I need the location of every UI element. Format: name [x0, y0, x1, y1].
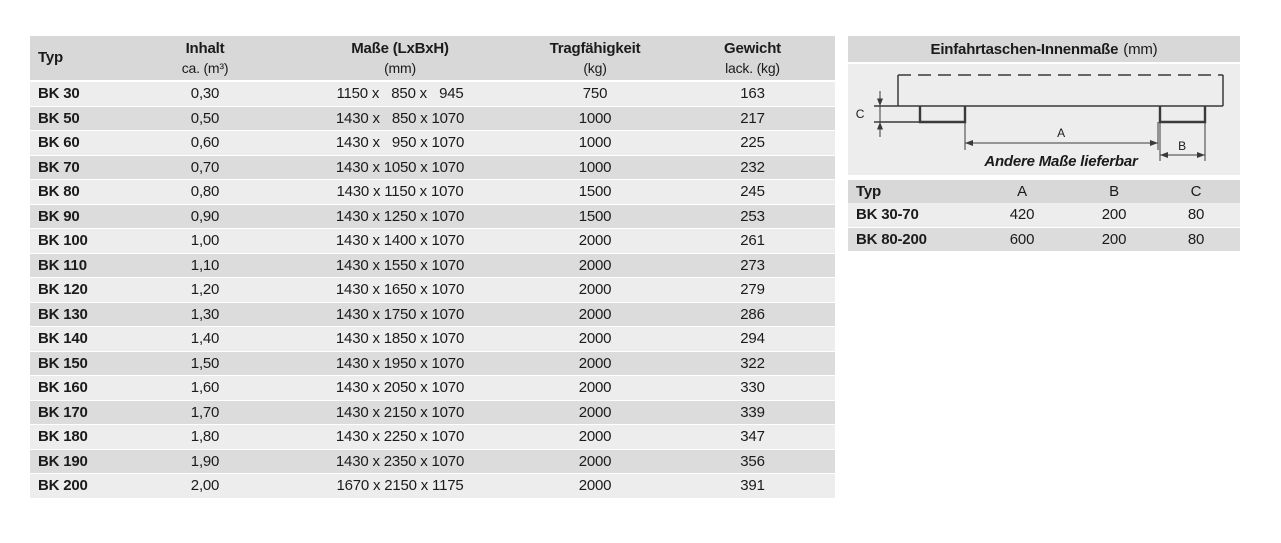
cell-inhalt: 1,80: [190, 428, 220, 446]
cell-typ: BK 140: [38, 330, 88, 348]
cell-inhalt: 0,80: [190, 183, 220, 201]
diagram-note: Andere Maße lieferbar: [984, 153, 1138, 170]
table-row: [30, 156, 835, 181]
cell-tragfaehigkeit: 2000: [578, 379, 612, 397]
cell-typ: BK 150: [38, 354, 88, 372]
header-typ-label: Typ: [38, 49, 63, 67]
pocket-panel-title-unit: (mm): [1123, 40, 1158, 58]
cell-typ: BK 120: [38, 281, 88, 299]
cell-tragfaehigkeit: 2000: [578, 477, 612, 495]
cell-c: 80: [1187, 206, 1205, 224]
pocket-header-b: B: [1109, 183, 1119, 200]
cell-typ: BK 60: [38, 134, 80, 152]
cell-typ: BK 70: [38, 158, 80, 176]
header-inhalt-label: Inhalt: [185, 40, 225, 58]
pocket-header-a: A: [1017, 183, 1027, 200]
cell-masse: 1430 x 1250 x 1070: [335, 207, 465, 225]
table-row: [30, 205, 835, 230]
cell-inhalt: 1,30: [190, 305, 220, 323]
header-inhalt: [130, 39, 280, 77]
cell-typ: BK 50: [38, 109, 80, 127]
cell-inhalt: 0,50: [190, 109, 220, 127]
pocket-panel-title-text: Einfahrtaschen-Innenmaße: [930, 40, 1119, 58]
cell-typ: BK 30-70: [856, 206, 919, 224]
cell-gewicht: 339: [740, 403, 765, 421]
cell-b: 200: [1101, 230, 1127, 248]
cell-inhalt: 1,40: [190, 330, 220, 348]
cell-gewicht: 347: [740, 428, 765, 446]
cell-gewicht: 253: [740, 207, 765, 225]
cell-masse: 1430 x 1850 x 1070: [335, 330, 465, 348]
cell-gewicht: 217: [740, 109, 765, 127]
dim-label-a: A: [1057, 126, 1065, 140]
cell-masse: 1430 x 1650 x 1070: [335, 281, 465, 299]
cell-gewicht: 225: [740, 134, 765, 152]
cell-masse: 1430 x 850 x 1070: [335, 109, 465, 127]
header-gewicht-label: Gewicht: [724, 40, 781, 58]
header-inhalt-unit: ca. (m³): [181, 59, 229, 76]
cell-gewicht: 391: [740, 477, 765, 495]
table-row: [30, 229, 835, 254]
table-row: [30, 376, 835, 401]
cell-typ: BK 160: [38, 379, 88, 397]
cell-masse: 1430 x 1950 x 1070: [335, 354, 465, 372]
table-row: [30, 474, 835, 499]
table-row: [30, 425, 835, 450]
cell-masse: 1670 x 2150 x 1175: [336, 477, 464, 495]
cell-typ: BK 100: [38, 232, 88, 250]
cell-gewicht: 294: [740, 330, 765, 348]
cell-inhalt: 0,90: [190, 207, 220, 225]
dim-label-c: C: [855, 107, 865, 121]
cell-tragfaehigkeit: 2000: [578, 452, 612, 470]
cell-inhalt: 0,30: [190, 85, 220, 103]
cell-a: 600: [1009, 230, 1035, 248]
table-row: [30, 107, 835, 132]
cell-typ: BK 190: [38, 452, 88, 470]
cell-inhalt: 1,70: [190, 403, 220, 421]
pocket-table-row: [848, 203, 1240, 228]
cell-gewicht: 279: [740, 281, 765, 299]
pocket-dimensions-panel: [848, 36, 1240, 252]
cell-typ: BK 170: [38, 403, 88, 421]
header-masse-unit: (mm): [384, 59, 416, 76]
cell-masse: 1150 x 850 x 945: [336, 85, 464, 103]
cell-masse: 1430 x 1150 x 1070: [336, 183, 464, 201]
cell-typ: BK 200: [38, 477, 88, 495]
cell-tragfaehigkeit: 2000: [578, 330, 612, 348]
cell-inhalt: 2,00: [190, 477, 220, 495]
header-masse: [280, 39, 520, 77]
cell-masse: 1430 x 2050 x 1070: [335, 379, 465, 397]
cell-inhalt: 1,10: [190, 256, 220, 274]
cell-gewicht: 261: [740, 232, 765, 250]
table-row: [30, 254, 835, 279]
cell-tragfaehigkeit: 750: [582, 85, 608, 103]
cell-tragfaehigkeit: 2000: [578, 354, 612, 372]
cell-masse: 1430 x 1050 x 1070: [335, 158, 465, 176]
pocket-header-c: C: [1190, 183, 1202, 200]
dim-label-b: B: [1178, 139, 1186, 153]
pocket-table: [848, 180, 1240, 252]
cell-tragfaehigkeit: 1500: [578, 183, 612, 201]
cell-typ: BK 80-200: [856, 230, 927, 248]
table-row: [30, 401, 835, 426]
cell-typ: BK 30: [38, 85, 80, 103]
cell-masse: 1430 x 2350 x 1070: [335, 452, 465, 470]
cell-typ: BK 110: [38, 256, 87, 274]
cell-gewicht: 356: [740, 452, 765, 470]
cell-masse: 1430 x 2250 x 1070: [335, 428, 465, 446]
pocket-header-typ: Typ: [856, 183, 881, 200]
cell-inhalt: 1,00: [190, 232, 220, 250]
table-row: [30, 131, 835, 156]
cell-inhalt: 1,90: [190, 452, 220, 470]
cell-masse: 1430 x 950 x 1070: [335, 134, 465, 152]
cell-typ: BK 130: [38, 305, 88, 323]
cell-tragfaehigkeit: 1000: [578, 158, 612, 176]
cell-tragfaehigkeit: 2000: [578, 256, 612, 274]
table-row: [30, 352, 835, 377]
cell-gewicht: 322: [740, 354, 765, 372]
cell-gewicht: 163: [740, 85, 765, 103]
cell-masse: 1430 x 1550 x 1070: [335, 256, 465, 274]
cell-tragfaehigkeit: 2000: [578, 305, 612, 323]
header-masse-label: Maße (LxBxH): [351, 40, 449, 58]
pocket-table-row: [848, 228, 1240, 253]
table-row: [30, 278, 835, 303]
main-table-body: [30, 82, 835, 499]
table-row: [30, 82, 835, 107]
header-gewicht-unit: lack. (kg): [725, 59, 780, 76]
cell-inhalt: 1,50: [190, 354, 220, 372]
cell-a: 420: [1009, 206, 1035, 224]
fork-pocket-diagram: [848, 64, 1240, 175]
cell-tragfaehigkeit: 2000: [578, 428, 612, 446]
pocket-panel-title: [848, 36, 1240, 62]
cell-tragfaehigkeit: 1000: [578, 109, 612, 127]
cell-c: 80: [1187, 230, 1205, 248]
cell-gewicht: 232: [740, 158, 765, 176]
cell-masse: 1430 x 1750 x 1070: [335, 305, 465, 323]
header-tragfaehigkeit-unit: (kg): [583, 59, 607, 76]
cell-inhalt: 0,60: [190, 134, 220, 152]
cell-typ: BK 80: [38, 183, 80, 201]
table-row: [30, 450, 835, 475]
cell-tragfaehigkeit: 2000: [578, 232, 612, 250]
main-spec-table: [30, 36, 835, 499]
cell-gewicht: 273: [740, 256, 765, 274]
cell-tragfaehigkeit: 2000: [578, 281, 612, 299]
cell-tragfaehigkeit: 2000: [578, 403, 612, 421]
table-row: [30, 303, 835, 328]
cell-typ: BK 180: [38, 428, 88, 446]
table-row: [30, 180, 835, 205]
main-table-header: [30, 36, 835, 80]
cell-b: 200: [1101, 206, 1127, 224]
cell-inhalt: 1,20: [190, 281, 220, 299]
cell-tragfaehigkeit: 1500: [578, 207, 612, 225]
table-row: [30, 327, 835, 352]
header-tragfaehigkeit: [520, 39, 670, 77]
cell-gewicht: 245: [740, 183, 765, 201]
header-typ: [30, 48, 130, 68]
cell-inhalt: 1,60: [190, 379, 220, 397]
header-gewicht: [670, 39, 835, 77]
cell-typ: BK 90: [38, 207, 80, 225]
header-tragfaehigkeit-label: Tragfähigkeit: [549, 40, 641, 58]
cell-masse: 1430 x 1400 x 1070: [335, 232, 465, 250]
cell-inhalt: 0,70: [190, 158, 220, 176]
cell-gewicht: 286: [740, 305, 765, 323]
cell-gewicht: 330: [740, 379, 765, 397]
pocket-table-header: [848, 180, 1240, 203]
fork-pocket-drawing: [848, 64, 1240, 175]
cell-tragfaehigkeit: 1000: [578, 134, 612, 152]
cell-masse: 1430 x 2150 x 1070: [335, 403, 465, 421]
